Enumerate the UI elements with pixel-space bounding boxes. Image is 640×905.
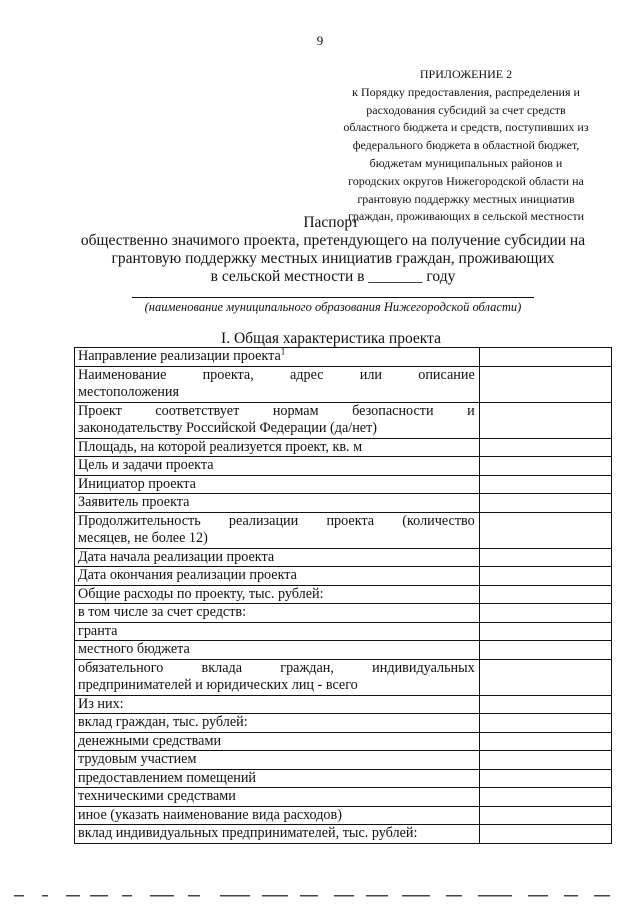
passport-subtitle-line: общественно значимого проекта, претендующего на получение субсидии на — [80, 232, 586, 249]
row-label: иное (указать наименование вида расходов) — [78, 806, 342, 823]
row-label-cell — [75, 494, 480, 513]
row-label-cell — [75, 402, 480, 438]
row-label-cell — [75, 695, 480, 714]
table-row — [75, 769, 612, 788]
row-label: Площадь, на которой реализуется проект, кв. м — [78, 438, 363, 455]
appendix-line: городских округов Нижегородской области на — [348, 173, 584, 188]
row-value-cell[interactable] — [479, 604, 611, 623]
row-label-word: Проект — [78, 402, 122, 419]
row-value-cell[interactable] — [479, 457, 611, 476]
table-row — [75, 438, 612, 457]
table-row — [75, 641, 612, 660]
row-label-word: нормам — [272, 402, 319, 419]
row-label-second-line: местоположения — [78, 384, 179, 400]
row-label: в том числе за счет средств: — [78, 604, 247, 620]
row-label-cell — [75, 567, 480, 586]
row-label: Заявитель проекта — [78, 494, 190, 510]
table-row — [75, 567, 612, 586]
row-value-cell[interactable] — [479, 494, 611, 513]
row-value-cell[interactable] — [479, 641, 611, 660]
table-row — [75, 494, 612, 513]
row-label-word: Наименование — [78, 366, 167, 383]
row-label: трудовым участием — [78, 751, 197, 767]
row-value-cell[interactable] — [479, 714, 611, 733]
appendix-line: граждан, проживающих в сельской местности — [347, 209, 585, 224]
table-row — [75, 475, 612, 494]
row-label-word: соответствует — [155, 402, 240, 419]
row-value-cell[interactable] — [479, 751, 611, 770]
row-label: Дата начала реализации проекта — [78, 548, 275, 565]
row-label-word: индивидуальных — [372, 659, 475, 676]
row-value-cell[interactable] — [479, 806, 611, 825]
row-label-word: или — [359, 366, 383, 383]
row-label-word: граждан, — [280, 659, 334, 676]
table-row — [75, 512, 612, 548]
row-label-second-line: предпринимателей и юридических лиц - всего — [78, 677, 358, 693]
table-row — [75, 714, 612, 733]
row-label-cell — [75, 622, 480, 641]
table-row — [75, 788, 612, 807]
table-row — [75, 402, 612, 438]
row-value-cell[interactable] — [479, 695, 611, 714]
row-label-first-line — [78, 513, 475, 531]
table-row — [75, 604, 612, 623]
row-label-cell — [75, 348, 480, 367]
table-row — [75, 806, 612, 825]
row-label-word: описание — [418, 366, 475, 383]
scan-edge-noise — [0, 893, 640, 899]
row-label-word: безопасности — [352, 402, 434, 419]
row-label-cell — [75, 659, 480, 695]
row-label: Инициатор проекта — [78, 475, 196, 492]
row-label: вклад индивидуальных предпринимателей, тыс. рублей: — [78, 825, 418, 841]
table-row — [75, 457, 612, 476]
table-row — [75, 622, 612, 641]
row-label: Дата окончания реализации проекта — [78, 567, 297, 583]
municipality-caption: (наименование муниципального образования Нижегородской области) — [144, 300, 522, 314]
appendix-line: расходования субсидий за счет средств — [366, 102, 566, 117]
project-characteristics-table — [74, 347, 612, 844]
row-label-cell — [75, 769, 480, 788]
row-value-cell[interactable] — [479, 348, 611, 367]
row-value-cell[interactable] — [479, 567, 611, 586]
row-label: местного бюджета — [78, 641, 190, 657]
row-label-first-line — [78, 403, 475, 421]
row-label-word: адрес — [289, 366, 324, 383]
row-value-cell[interactable] — [479, 548, 611, 567]
row-label-cell — [75, 806, 480, 825]
row-label-cell — [75, 788, 480, 807]
row-label: техническими средствами — [78, 788, 236, 804]
row-label-second-line: законодательству Российской Федерации (да/нет) — [78, 420, 378, 436]
table-row — [75, 825, 612, 844]
row-label-word: и — [467, 402, 475, 419]
municipality-fill-line — [132, 297, 534, 298]
appendix-line: федерального бюджета в областной бюджет, — [352, 138, 580, 153]
row-label-cell — [75, 641, 480, 660]
row-value-cell[interactable] — [479, 788, 611, 807]
section-title: I. Общая характеристика проекта — [221, 330, 441, 347]
row-value-cell[interactable] — [479, 402, 611, 438]
table-row — [75, 348, 612, 367]
row-value-cell[interactable] — [479, 622, 611, 641]
appendix-line: областного бюджета и средств, поступивших из — [343, 120, 589, 135]
row-value-cell[interactable] — [479, 366, 611, 402]
table-row — [75, 585, 612, 604]
row-value-cell[interactable] — [479, 438, 611, 457]
appendix-line: к Порядку предоставления, распределения и — [352, 84, 580, 99]
row-label-cell — [75, 366, 480, 402]
row-label: денежными средствами — [78, 732, 222, 749]
row-label-word: обязательного — [78, 659, 164, 676]
row-label-cell — [75, 512, 480, 548]
row-label-cell — [75, 438, 480, 457]
row-label-word: проекта, — [202, 366, 254, 383]
row-label-word: Продолжительность — [78, 512, 201, 529]
row-value-cell[interactable] — [479, 825, 611, 844]
row-label-word: проекта — [326, 512, 375, 529]
passport-title: Паспорт — [303, 214, 359, 231]
table-row — [75, 659, 612, 695]
appendix-header — [318, 66, 614, 226]
row-label: Общие расходы по проекту, тыс. рублей: — [78, 585, 324, 602]
row-label: гранта — [78, 622, 118, 639]
row-label-first-line — [78, 660, 475, 678]
row-value-cell[interactable] — [479, 732, 611, 751]
table-row — [75, 751, 612, 770]
row-label-cell — [75, 475, 480, 494]
row-label-cell — [75, 457, 480, 476]
passport-subtitle-line: грантовую поддержку местных инициатив граждан, проживающих — [111, 250, 555, 267]
row-label-cell — [75, 825, 480, 844]
footnote-marker: 1 — [280, 346, 286, 357]
row-label-word: (количество — [402, 512, 475, 529]
passport-subtitle-line: в сельской местности в _______ году — [210, 268, 456, 285]
row-label-cell — [75, 732, 480, 751]
table-row — [75, 695, 612, 714]
row-value-cell[interactable] — [479, 475, 611, 494]
row-label-cell — [75, 714, 480, 733]
row-label: Из них: — [78, 695, 124, 712]
row-label: предоставлением помещений — [78, 769, 257, 786]
passport-subtitle — [58, 232, 608, 286]
row-label: вклад граждан, тыс. рублей: — [78, 714, 248, 730]
appendix-line: грантовую поддержку местных инициатив — [357, 191, 575, 206]
row-value-cell[interactable] — [479, 512, 611, 548]
row-label-word: вклада — [201, 659, 243, 676]
row-label-cell — [75, 751, 480, 770]
row-label-first-line — [78, 367, 475, 385]
row-value-cell[interactable] — [479, 585, 611, 604]
page-number: 9 — [316, 33, 324, 48]
row-value-cell[interactable] — [479, 769, 611, 788]
row-label-cell — [75, 604, 480, 623]
row-value-cell[interactable] — [479, 659, 611, 695]
table-row — [75, 548, 612, 567]
appendix-line: бюджетам муниципальных районов и — [369, 155, 563, 170]
row-label: Направление реализации проекта — [78, 348, 281, 364]
row-label-cell — [75, 548, 480, 567]
row-label-second-line: месяцев, не более 12) — [78, 530, 208, 546]
row-label-word: реализации — [228, 512, 299, 529]
row-label: Цель и задачи проекта — [78, 457, 214, 473]
table-row — [75, 732, 612, 751]
row-label-cell — [75, 585, 480, 604]
appendix-title: ПРИЛОЖЕНИЕ 2 — [419, 67, 513, 81]
table-row — [75, 366, 612, 402]
